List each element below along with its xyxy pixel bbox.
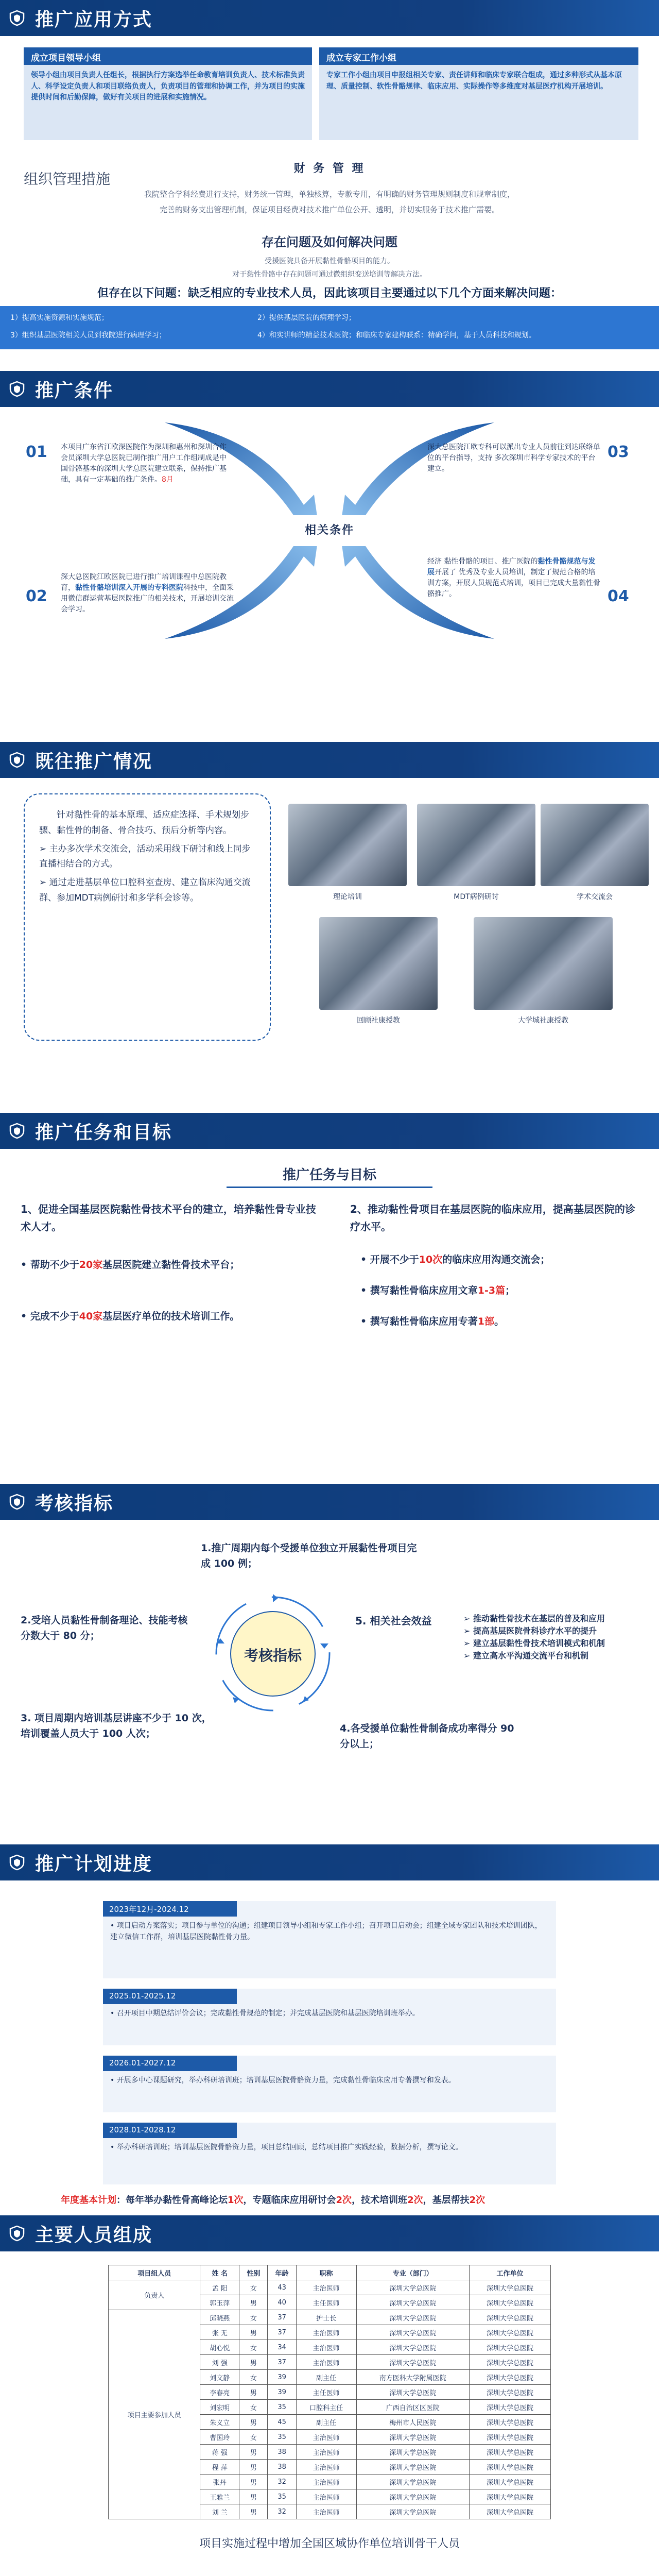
kpi-5-list: [463, 1613, 654, 1662]
table-cell: 女: [239, 2370, 268, 2385]
caption-community-1: 回顾社康授教: [357, 1016, 400, 1025]
table-cell: 40: [268, 2295, 296, 2310]
section-banner-conditions: [0, 371, 659, 407]
expert-card-text: 专家工作小组由项目申报组相关专家、责任讲师和临床专家联合组成，通过多种形式从基本原理、质量控制、软性骨骼规律、临床应用、实际操作等多维度对基层医疗机构开展培训。: [326, 71, 622, 91]
table-cell: 主治医师: [296, 2325, 356, 2340]
section-title: 推广条件: [35, 380, 114, 401]
shield-icon: [8, 9, 26, 27]
phase-4: [103, 2123, 556, 2184]
table-cell: 39: [268, 2385, 296, 2400]
table-header: 项目组人员: [109, 2265, 200, 2280]
table-cell: 深圳大学总医院: [470, 2385, 551, 2400]
phase-3-date: 2026.01-2027.12: [103, 2056, 237, 2071]
table-cell: 郭玉萍: [200, 2295, 239, 2310]
leadership-card-text: 领导小组由项目负责人任组长，根据执行方案选举任命教育培训负责人、技术标准负责人、科学设定负责人和项目联络负责人，负责项目的管理和协调工作，并为项目的实施提供时间和后勤保障，做好有关项目的进展和实施情况。: [31, 71, 305, 102]
table-cell: 43: [268, 2280, 296, 2295]
section-title: 推广应用方式: [35, 9, 153, 30]
table-cell: 深圳大学总医院: [470, 2280, 551, 2295]
phase-4-date: 2028.01-2028.12: [103, 2123, 237, 2138]
phase-2: [103, 1989, 556, 2045]
table-cell: 39: [268, 2370, 296, 2385]
personnel-table: [108, 2265, 551, 2519]
annual-plan: 年度基本计划：每年举办黏性骨高峰论坛1次，专题临床应用研讨会2次，技术培训班2次，基层帮扶2次: [61, 2195, 485, 2206]
section-title: 考核指标: [35, 1493, 114, 1514]
section-banner-history: [0, 742, 659, 778]
table-cell: 男: [239, 2445, 268, 2460]
shield-icon: [8, 1122, 26, 1140]
solution-4: 4）和实讲师的精益技术医院；和临床专家建构联系：精确学问，基于人员科技和规划。: [257, 331, 536, 340]
table-cell: 护士长: [296, 2310, 356, 2325]
table-cell: 深圳大学总医院: [356, 2460, 469, 2475]
problems-text-2: 对于黏性骨骼中存在问题可通过微组织变送培训等解决方法。: [232, 270, 427, 279]
table-cell: 广西自治区区医院: [356, 2400, 469, 2415]
expert-card-title: 成立专家工作小组: [319, 47, 638, 65]
table-header-row: [109, 2265, 551, 2280]
table-cell: 刘宏明: [200, 2400, 239, 2415]
table-cell: 深圳大学总医院: [470, 2489, 551, 2504]
table-cell: 35: [268, 2400, 296, 2415]
kpi-4: 4.各受援单位黏性骨制备成功率得分 90 分以上；: [340, 1723, 514, 1750]
table-cell: 主治医师: [296, 2489, 356, 2504]
table-cell: 负责人: [109, 2280, 200, 2310]
section-title: 推广任务和目标: [35, 1122, 172, 1143]
caption-theory-training: 理论培训: [333, 893, 362, 901]
table-cell: 深圳大学总医院: [470, 2430, 551, 2445]
condition-number-1: 01: [26, 443, 47, 461]
table-cell: 主治医师: [296, 2445, 356, 2460]
table-cell: 张 无: [200, 2325, 239, 2340]
section-banner-assessment: [0, 1484, 659, 1520]
table-cell: 刘 兰: [200, 2504, 239, 2519]
table-row: [109, 2280, 551, 2295]
table-cell: 深圳大学总医院: [470, 2460, 551, 2475]
table-cell: 深圳大学总医院: [356, 2295, 469, 2310]
table-cell: 深圳大学总医院: [356, 2445, 469, 2460]
finance-text-2: 完善的财务支出管理机制，保证项目经费对技术推广单位公开、透明，并切实服务于技术推广需要。: [159, 205, 499, 214]
table-cell: 胡心悦: [200, 2340, 239, 2355]
condition-text-1: 本项目广东省江欧深医院作为深圳和惠州和深圳合作会员深圳大学总医院已制作推广用户工作组制成是中国骨骼基本的深圳大学总医院建立联系，保持推广基础，具有一定基础的推广条件。8月: [61, 443, 227, 484]
table-cell: 深圳大学总医院: [356, 2310, 469, 2325]
table-cell: 女: [239, 2400, 268, 2415]
phase-3-text: • 开展多中心课题研究，举办科研培训班；培训基层医院骨骼资力量，完成黏性骨临床应用专著撰写和发表。: [110, 2076, 456, 2084]
table-cell: 主任医师: [296, 2295, 356, 2310]
table-cell: 深圳大学总医院: [470, 2370, 551, 2385]
table-cell: 女: [239, 2280, 268, 2295]
history-bullet-1: ➢ 主办多次学术交流会，活动采用线下研讨和线上同步直播相结合的方式。: [39, 843, 251, 870]
phase-1: [103, 1901, 556, 1978]
section-title: 主要人员组成: [35, 2224, 153, 2246]
table-cell: 37: [268, 2310, 296, 2325]
table-cell: 深圳大学总医院: [470, 2415, 551, 2430]
table-cell: 深圳大学总医院: [356, 2340, 469, 2355]
table-cell: 梅州市人民医院: [356, 2415, 469, 2430]
table-cell: 主治医师: [296, 2504, 356, 2519]
table-cell: 男: [239, 2385, 268, 2400]
table-cell: 程 萍: [200, 2460, 239, 2475]
solutions-bar: [0, 306, 659, 349]
table-cell: 深圳大学总医院: [356, 2489, 469, 2504]
table-cell: 深圳大学总医院: [356, 2430, 469, 2445]
table-cell: 主治医师: [296, 2430, 356, 2445]
table-cell: 深圳大学总医院: [470, 2475, 551, 2489]
kpi-3: 3. 项目周期内培训基层讲座不少于 10 次，培训覆盖人员大于 100 人次；: [21, 1713, 212, 1740]
phase-2-date: 2025.01-2025.12: [103, 1989, 237, 2004]
conditions-center-label: 相关条件: [278, 515, 381, 546]
task-goal-2: 2、推动黏性骨项目在基层医院的临床应用，提高基层医院的诊疗水平。: [350, 1203, 635, 1233]
table-cell: 李春亮: [200, 2385, 239, 2400]
table-cell: 深圳大学总医院: [470, 2355, 551, 2370]
kpi-5-item: ➢ 提高基层医院骨科诊疗水平的提升: [463, 1626, 597, 1636]
table-cell: 副主任: [296, 2370, 356, 2385]
table-cell: 副主任: [296, 2415, 356, 2430]
kpi-1: 1.推广周期内每个受援单位独立开展黏性骨项目完成 100 例；: [201, 1543, 417, 1570]
table-cell: 32: [268, 2504, 296, 2519]
table-cell: 深圳大学总医院: [356, 2280, 469, 2295]
table-cell: 深圳大学总医院: [470, 2295, 551, 2310]
table-cell: 男: [239, 2460, 268, 2475]
table-header: 职称: [296, 2265, 356, 2280]
phase-4-text: • 举办科研培训班；培训基层医院骨骼资力量，项目总结回顾，总结项目推广实践经验，数据分析，撰写论文。: [110, 2143, 463, 2151]
table-header: 工作单位: [470, 2265, 551, 2280]
table-cell: 38: [268, 2445, 296, 2460]
problems-heading: 存在问题及如何解决问题: [262, 235, 397, 249]
table-cell: 男: [239, 2295, 268, 2310]
section-banner-personnel: [0, 2215, 659, 2251]
history-text-box: [24, 793, 271, 1041]
task-goal-2-item-2: • 撰写黏性骨临床应用文章1-3篇；: [360, 1285, 515, 1296]
table-cell: 深圳大学总医院: [470, 2310, 551, 2325]
shield-icon: [8, 751, 26, 769]
history-intro: 针对黏性骨的基本原理、适应症选择、手术规划步骤、黏性骨的制备、骨合技巧、预后分析等内容。: [39, 810, 249, 836]
table-cell: 女: [239, 2340, 268, 2355]
condition-text-2: 深大总医院江欧医院已进行推广培训课程中总医院教育，黏性骨骼培训深入开展的专科医院科技中，全面采用微信群运营基层医院推广的相关技术，开展培训交流会学习。: [61, 573, 234, 614]
condition-number-2: 02: [26, 587, 47, 605]
kpi-2: 2.受培人员黏性骨制备理论、技能考核分数大于 80 分；: [21, 1615, 188, 1642]
table-cell: 主任医师: [296, 2385, 356, 2400]
table-cell: 男: [239, 2504, 268, 2519]
table-row: [109, 2310, 551, 2325]
table-cell: 深圳大学总医院: [470, 2504, 551, 2519]
task-goal-1-item-2: • 完成不少于40家基层医疗单位的技术培训工作。: [21, 1311, 240, 1322]
kpi-5-item: ➢ 建立高水平沟通交流平台和机制: [463, 1651, 588, 1660]
table-cell: 深圳大学总医院: [470, 2325, 551, 2340]
task-goal-1-item-1: • 帮助不少于20家基层医院建立黏性骨技术平台；: [21, 1259, 240, 1270]
table-cell: 男: [239, 2475, 268, 2489]
shield-icon: [8, 1493, 26, 1511]
kpi-5: 5. 相关社会效益: [355, 1615, 432, 1627]
table-cell: 男: [239, 2489, 268, 2504]
table-cell: 35: [268, 2430, 296, 2445]
phase-1-text: • 项目启动方案落实；项目参与单位的沟通；组建项目领导小组和专家工作小组；召开项目启动会；组建全域专家团队和技术培训团队，建立微信工作群，培训基层医院黏性骨力量。: [110, 1922, 542, 1941]
solution-2: 2）提供基层医院的病理学习；: [257, 314, 356, 322]
condition-number-3: 03: [608, 443, 629, 461]
table-cell: 主治医师: [296, 2280, 356, 2295]
section-title: 推广计划进度: [35, 1853, 153, 1875]
table-cell: 朱义立: [200, 2415, 239, 2430]
shield-icon: [8, 1854, 26, 1871]
phase-1-date: 2023年12月-2024.12: [103, 1901, 237, 1917]
condition-number-4: 04: [608, 587, 629, 605]
task-goal-1: 1、促进全国基层医院黏性骨技术平台的建立，培养黏性骨专业技术人才。: [21, 1203, 316, 1233]
table-cell: 王雅兰: [200, 2489, 239, 2504]
table-cell: 女: [239, 2310, 268, 2325]
table-cell: 主治医师: [296, 2460, 356, 2475]
table-header: 性别: [239, 2265, 268, 2280]
table-cell: 男: [239, 2325, 268, 2340]
table-cell: 45: [268, 2415, 296, 2430]
table-header: 年龄: [268, 2265, 296, 2280]
table-cell: 男: [239, 2355, 268, 2370]
problems-text-1: 受援医院具备开展黏性骨骼项目的能力。: [265, 257, 394, 265]
phase-2-text: • 召开项目中期总结评价会议；完成黏性骨规范的制定；并完成基层医院和基层医院培训班举办。: [110, 2009, 420, 2018]
table-cell: 38: [268, 2460, 296, 2475]
shield-icon: [8, 380, 26, 398]
table-cell: 37: [268, 2355, 296, 2370]
kpi-center-label: 考核指标: [244, 1647, 302, 1664]
solution-1: 1）提高实施资源和实施规范；: [10, 314, 109, 322]
table-cell: 女: [239, 2430, 268, 2445]
section-banner-application: [0, 0, 659, 36]
table-cell: 32: [268, 2475, 296, 2489]
photo-academic-exchange: [541, 804, 649, 886]
personnel-footer-note: 项目实施过程中增加全国区域协作单位培训骨干人员: [199, 2537, 460, 2550]
table-cell: 主治医师: [296, 2340, 356, 2355]
condition-text-4: 经济 黏性骨骼的项目、推广医院的黏性骨骼规范与发展开展了 优秀及专业人员培训，制定了规范合格的培训方案，开展人员规范式培训，项目已完成大量黏性骨骼推广。: [427, 557, 600, 598]
table-cell: 35: [268, 2489, 296, 2504]
table-cell: 口腔科主任: [296, 2400, 356, 2415]
section-banner-schedule: [0, 1844, 659, 1880]
table-header: 姓 名: [200, 2265, 239, 2280]
history-bullet-2: ➢ 通过走进基层单位口腔科室查房、建立临床沟通交流群、参加MDT病例研讨和多学科会诊等。: [39, 877, 251, 903]
photo-community-1: [319, 917, 438, 1010]
section-banner-tasks: [0, 1113, 659, 1149]
caption-mdt: MDT病例研讨: [454, 893, 499, 901]
shield-icon: [8, 2225, 26, 2242]
solution-3: 3）组织基层医院相关人员到我院进行病理学习；: [10, 331, 166, 340]
task-goal-2-item-1: • 开展不少于10次的临床应用沟通交流会；: [360, 1254, 550, 1265]
tasks-subheading: 推广任务与目标: [227, 1164, 432, 1188]
kpi-5-item: ➢ 建立基层黏性骨技术培训模式和机制: [463, 1638, 605, 1648]
table-cell: 刘 强: [200, 2355, 239, 2370]
table-cell: 37: [268, 2325, 296, 2340]
phase-3: [103, 2056, 556, 2112]
task-goal-2-item-3: • 撰写黏性骨临床应用专著1部。: [360, 1316, 505, 1327]
table-cell: 主治医师: [296, 2475, 356, 2489]
photo-theory-training: [288, 804, 407, 886]
table-cell: 蒋 强: [200, 2445, 239, 2460]
table-cell: 深圳大学总医院: [470, 2400, 551, 2415]
table-cell: 项目主要参加人员: [109, 2310, 200, 2519]
table-cell: 34: [268, 2340, 296, 2355]
section-title: 既往推广情况: [35, 751, 153, 772]
table-cell: 南方医科大学附属医院: [356, 2370, 469, 2385]
table-cell: 深圳大学总医院: [356, 2355, 469, 2370]
leadership-card-title: 成立项目领导小组: [24, 47, 312, 65]
table-cell: 张丹: [200, 2475, 239, 2489]
table-cell: 曹国玲: [200, 2430, 239, 2445]
caption-academic-exchange: 学术交流会: [577, 893, 613, 901]
kpi-5-item: ➢ 推动黏性骨技术在基层的普及和应用: [463, 1614, 605, 1623]
finance-text-1: 我院整合学科经费进行支持，财务统一管理，单独核算，专款专用，有明确的财务管理规则制度和规章制度，: [144, 190, 515, 199]
caption-community-2: 大学城社康授教: [518, 1016, 568, 1025]
expert-card: [319, 47, 638, 140]
table-cell: 深圳大学总医院: [356, 2385, 469, 2400]
table-cell: 深圳大学总医院: [356, 2475, 469, 2489]
table-header: 专业（部门）: [356, 2265, 469, 2280]
photo-community-2: [474, 917, 613, 1010]
photo-mdt: [417, 804, 535, 886]
table-cell: 刘文静: [200, 2370, 239, 2385]
table-cell: 深圳大学总医院: [356, 2325, 469, 2340]
problems-statement: 但存在以下问题：缺乏相应的专业技术人员，因此该项目主要通过以下几个方面来解决问题：: [97, 287, 562, 300]
condition-text-3: 深大总医院江欧专科可以派出专业人员前往到达联络单位的平台指导，支持 多次深圳市科学专家技术的平台建立。: [427, 443, 600, 473]
table-cell: 深圳大学总医院: [470, 2340, 551, 2355]
org-measures-heading: 组织管理措施: [24, 171, 111, 188]
table-cell: 主治医师: [296, 2355, 356, 2370]
table-cell: 深圳大学总医院: [470, 2445, 551, 2460]
finance-heading: 财 务 管 理: [293, 162, 366, 175]
table-cell: 深圳大学总医院: [356, 2504, 469, 2519]
table-cell: 孟 阳: [200, 2280, 239, 2295]
leadership-card: [24, 47, 312, 140]
table-cell: 邱晓燕: [200, 2310, 239, 2325]
table-cell: 男: [239, 2415, 268, 2430]
